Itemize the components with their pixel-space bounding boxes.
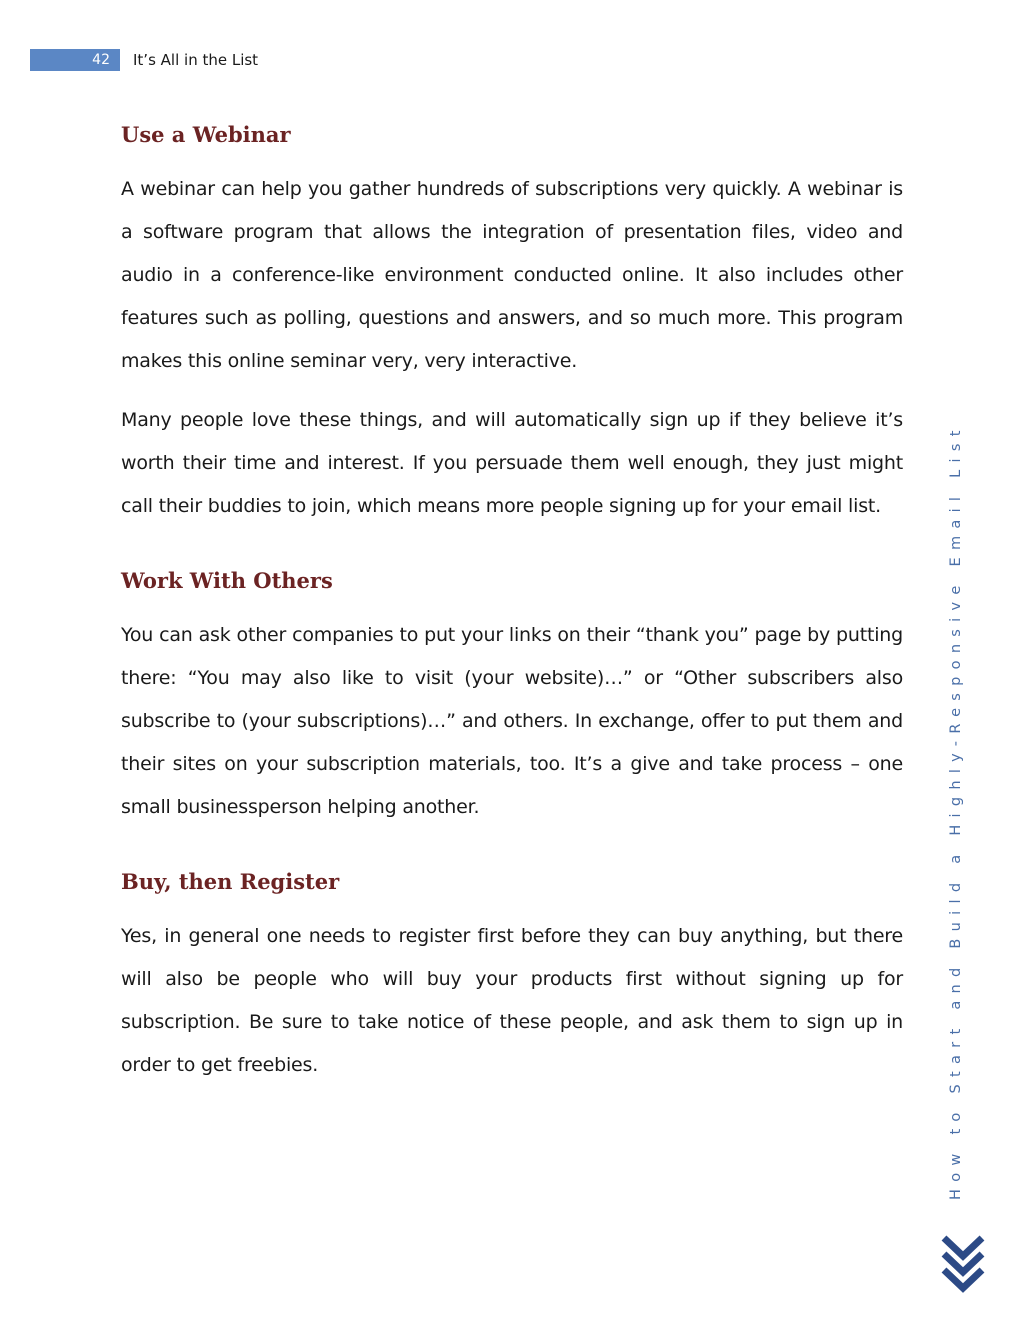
running-title: It’s All in the List — [133, 51, 259, 69]
paragraph-webinar-2: Many people love these things, and will automatically sign up if they believe it’s worth their time and interest. If you persuade them well enough, they just might call their buddies to join, which means more people signing up for your email list. — [121, 409, 903, 517]
section-heading-buy-then-register: Buy, then Register — [121, 869, 340, 894]
paragraph-webinar-1: A webinar can help you gather hundreds of subscriptions very quickly. A webinar is a software program that allows the integration of presentation files, video and audio in a conference-like environment conducted online. It also includes other features such as polling, questions and answers, and so much more. This program makes this online seminar very, very interactive. — [121, 178, 903, 372]
paragraph-buy-then-register-1: Yes, in general one needs to register first before they can buy anything, but there will also be people who will buy your products first without signing up for subscription. Be sure to take notice of these people, and ask them to sign up in order to get freebies. — [121, 925, 903, 1076]
paragraph-work-with-others-1: You can ask other companies to put your links on their “thank you” page by putting there: “You may also like to visit (your website)…” or “Other subscribers also subscribe to (your subscriptions)…” and others. In exchange, offer to put them and their sites on your subscription materials, too. It’s a give and take process – one small businessperson helping another. — [121, 624, 903, 818]
section-heading-webinar: Use a Webinar — [121, 122, 291, 147]
page-content — [121, 110, 903, 1087]
section-heading-work-with-others: Work With Others — [121, 568, 333, 593]
side-book-title: How to Start and Build a Highly-Responsive Email List — [948, 423, 964, 1200]
double-chevron-down-icon — [938, 1232, 988, 1296]
page-number: 42 — [92, 52, 110, 68]
